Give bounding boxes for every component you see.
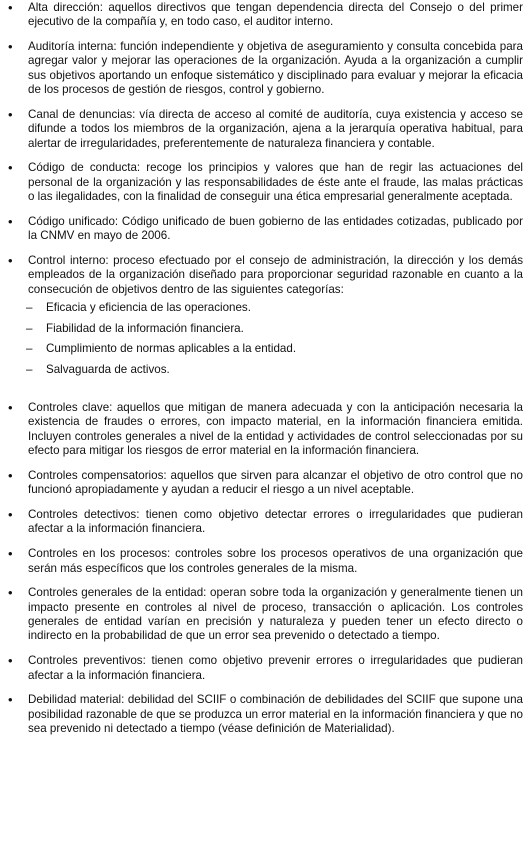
entry-text: Controles en los procesos: controles sobre los procesos operativos de una organización que serán más específicos que los controles generales de la misma. — [28, 547, 523, 575]
glossary-entry-controles-clave — [8, 401, 523, 458]
entry-text: Controles compensatorios: aquellos que sirven para alcanzar el objetivo de otro control que no funcionó apropiadamente y ayudan a reducir el riesgo a un nivel aceptable. — [28, 468, 523, 497]
glossary-entry-controles-compensatorios — [8, 469, 523, 498]
glossary-entry-control-interno — [8, 254, 523, 377]
bullet-icon: • — [8, 467, 13, 483]
glossary-entry-auditoria-interna — [8, 40, 523, 97]
bullet-icon: • — [8, 507, 13, 523]
glossary-entry-debilidad-material — [8, 693, 523, 736]
entry-text: Canal de denuncias: vía directa de acceso al comité de auditoría, cuya existencia y acceso se difunde a todos los miembros de la organización, ajena a la jerarquía operativa habitual, para alertar de irregularidades, preferentemente de naturaleza financiera y contable. — [28, 107, 523, 150]
bullet-icon: • — [8, 585, 13, 601]
glossary-entry-controles-detectivos — [8, 508, 523, 537]
sub-item — [8, 363, 523, 377]
dash-icon: – — [26, 301, 33, 315]
entry-text: Control interno: proceso efectuado por el consejo de administración, la dirección y los demás empleados de la organización diseñado para proporcionar seguridad razonable en cuanto a la consecución de objetivos dentro de las siguientes categorías: — [28, 254, 523, 296]
glossary-entry-alta-direccion — [8, 1, 523, 30]
entry-text: Código unificado: Código unificado de buen gobierno de las entidades cotizadas, publicado por la CNMV en mayo de 2006. — [28, 214, 523, 243]
entry-text: Controles detectivos: tienen como objetivo detectar errores o irregularidades que pudieran afectar a la información financiera. — [28, 508, 523, 536]
entry-text: Controles clave: aquellos que mitigan de manera adecuada y con la anticipación necesaria la existencia de fraudes o errores, con impacto material, en la información financiera emitida. Incluyen controles generales a nivel de la entidad y actividades de control seleccionadas por su efecto para mitigar los riesgos de error material en la información financiera. — [28, 401, 523, 457]
sub-item — [8, 301, 523, 315]
entry-text: Alta dirección: aquellos directivos que tengan dependencia directa del Consejo o del primer ejecutivo de la compañía y, en todo caso, el auditor interno. — [28, 1, 523, 29]
bullet-icon: • — [8, 253, 13, 269]
bullet-icon: • — [8, 160, 13, 176]
bullet-icon: • — [8, 0, 13, 15]
entry-text: Controles preventivos: tienen como objetivo prevenir errores o irregularidades que pudieran afectar a la información financiera. — [28, 654, 523, 682]
entry-text: Código de conducta: recoge los principios y valores que han de regir las actuaciones del personal de la organización y las responsabilidades de éste ante el fraude, las malas prácticas o las ilegalidades, con la finalidad de conseguir una ética empresarial generalmente aceptada. — [28, 161, 523, 204]
bullet-icon: • — [8, 653, 13, 669]
sub-item — [8, 342, 523, 356]
glossary-entry-canal-de-denuncias — [8, 108, 523, 151]
bullet-icon: • — [8, 400, 13, 416]
entry-text: Auditoría interna: función independiente y objetiva de aseguramiento y consulta concebida para agregar valor y mejorar las operaciones de la organización. Ayuda a la organización a cumplir sus objetivos aportando un enfoque sistemático y disciplinado para evaluar y mejorar la eficacia de los procesos de gestión de riesgos, control y gobierno. — [28, 40, 523, 97]
glossary-entry-codigo-de-conducta — [8, 161, 523, 204]
sub-item-text: Salvaguarda de activos. — [46, 362, 170, 376]
bullet-icon: • — [8, 692, 13, 708]
dash-icon: – — [26, 321, 33, 335]
bullet-icon: • — [8, 39, 13, 55]
entry-text: Debilidad material: debilidad del SCIIF o combinación de debilidades del SCIIF que supone una posibilidad razonable de que se produzca un error material en la información financiera y que no sea prevenido ni detectado a tiempo (véase definición de Materialidad). — [28, 693, 523, 735]
glossary-entry-controles-en-los-procesos — [8, 547, 523, 576]
sub-item — [8, 322, 523, 336]
sub-item-text: Eficacia y eficiencia de las operaciones. — [46, 301, 251, 315]
glossary-list — [8, 1, 523, 736]
bullet-icon: • — [8, 213, 13, 229]
glossary-entry-controles-preventivos — [8, 654, 523, 683]
entry-text: Controles generales de la entidad: operan sobre toda la organización y generalmente tienen un impacto presente en controles al nivel de proceso, transacción o aplicación. Los controles generales de entidad varían en precisión y naturaleza y pueden tener un efecto directo o indirecto en la probabilidad de que un error sea prevenido o detectado a tiempo. — [28, 586, 523, 643]
control-interno-categories — [28, 301, 523, 377]
dash-icon: – — [26, 362, 33, 376]
sub-item-text: Cumplimiento de normas aplicables a la entidad. — [46, 342, 297, 356]
glossary-entry-controles-generales — [8, 586, 523, 643]
sub-item-text: Fiabilidad de la información financiera. — [46, 321, 244, 335]
glossary-entry-codigo-unificado — [8, 215, 523, 244]
dash-icon: – — [26, 342, 33, 356]
bullet-icon: • — [8, 546, 13, 562]
bullet-icon: • — [8, 106, 13, 122]
